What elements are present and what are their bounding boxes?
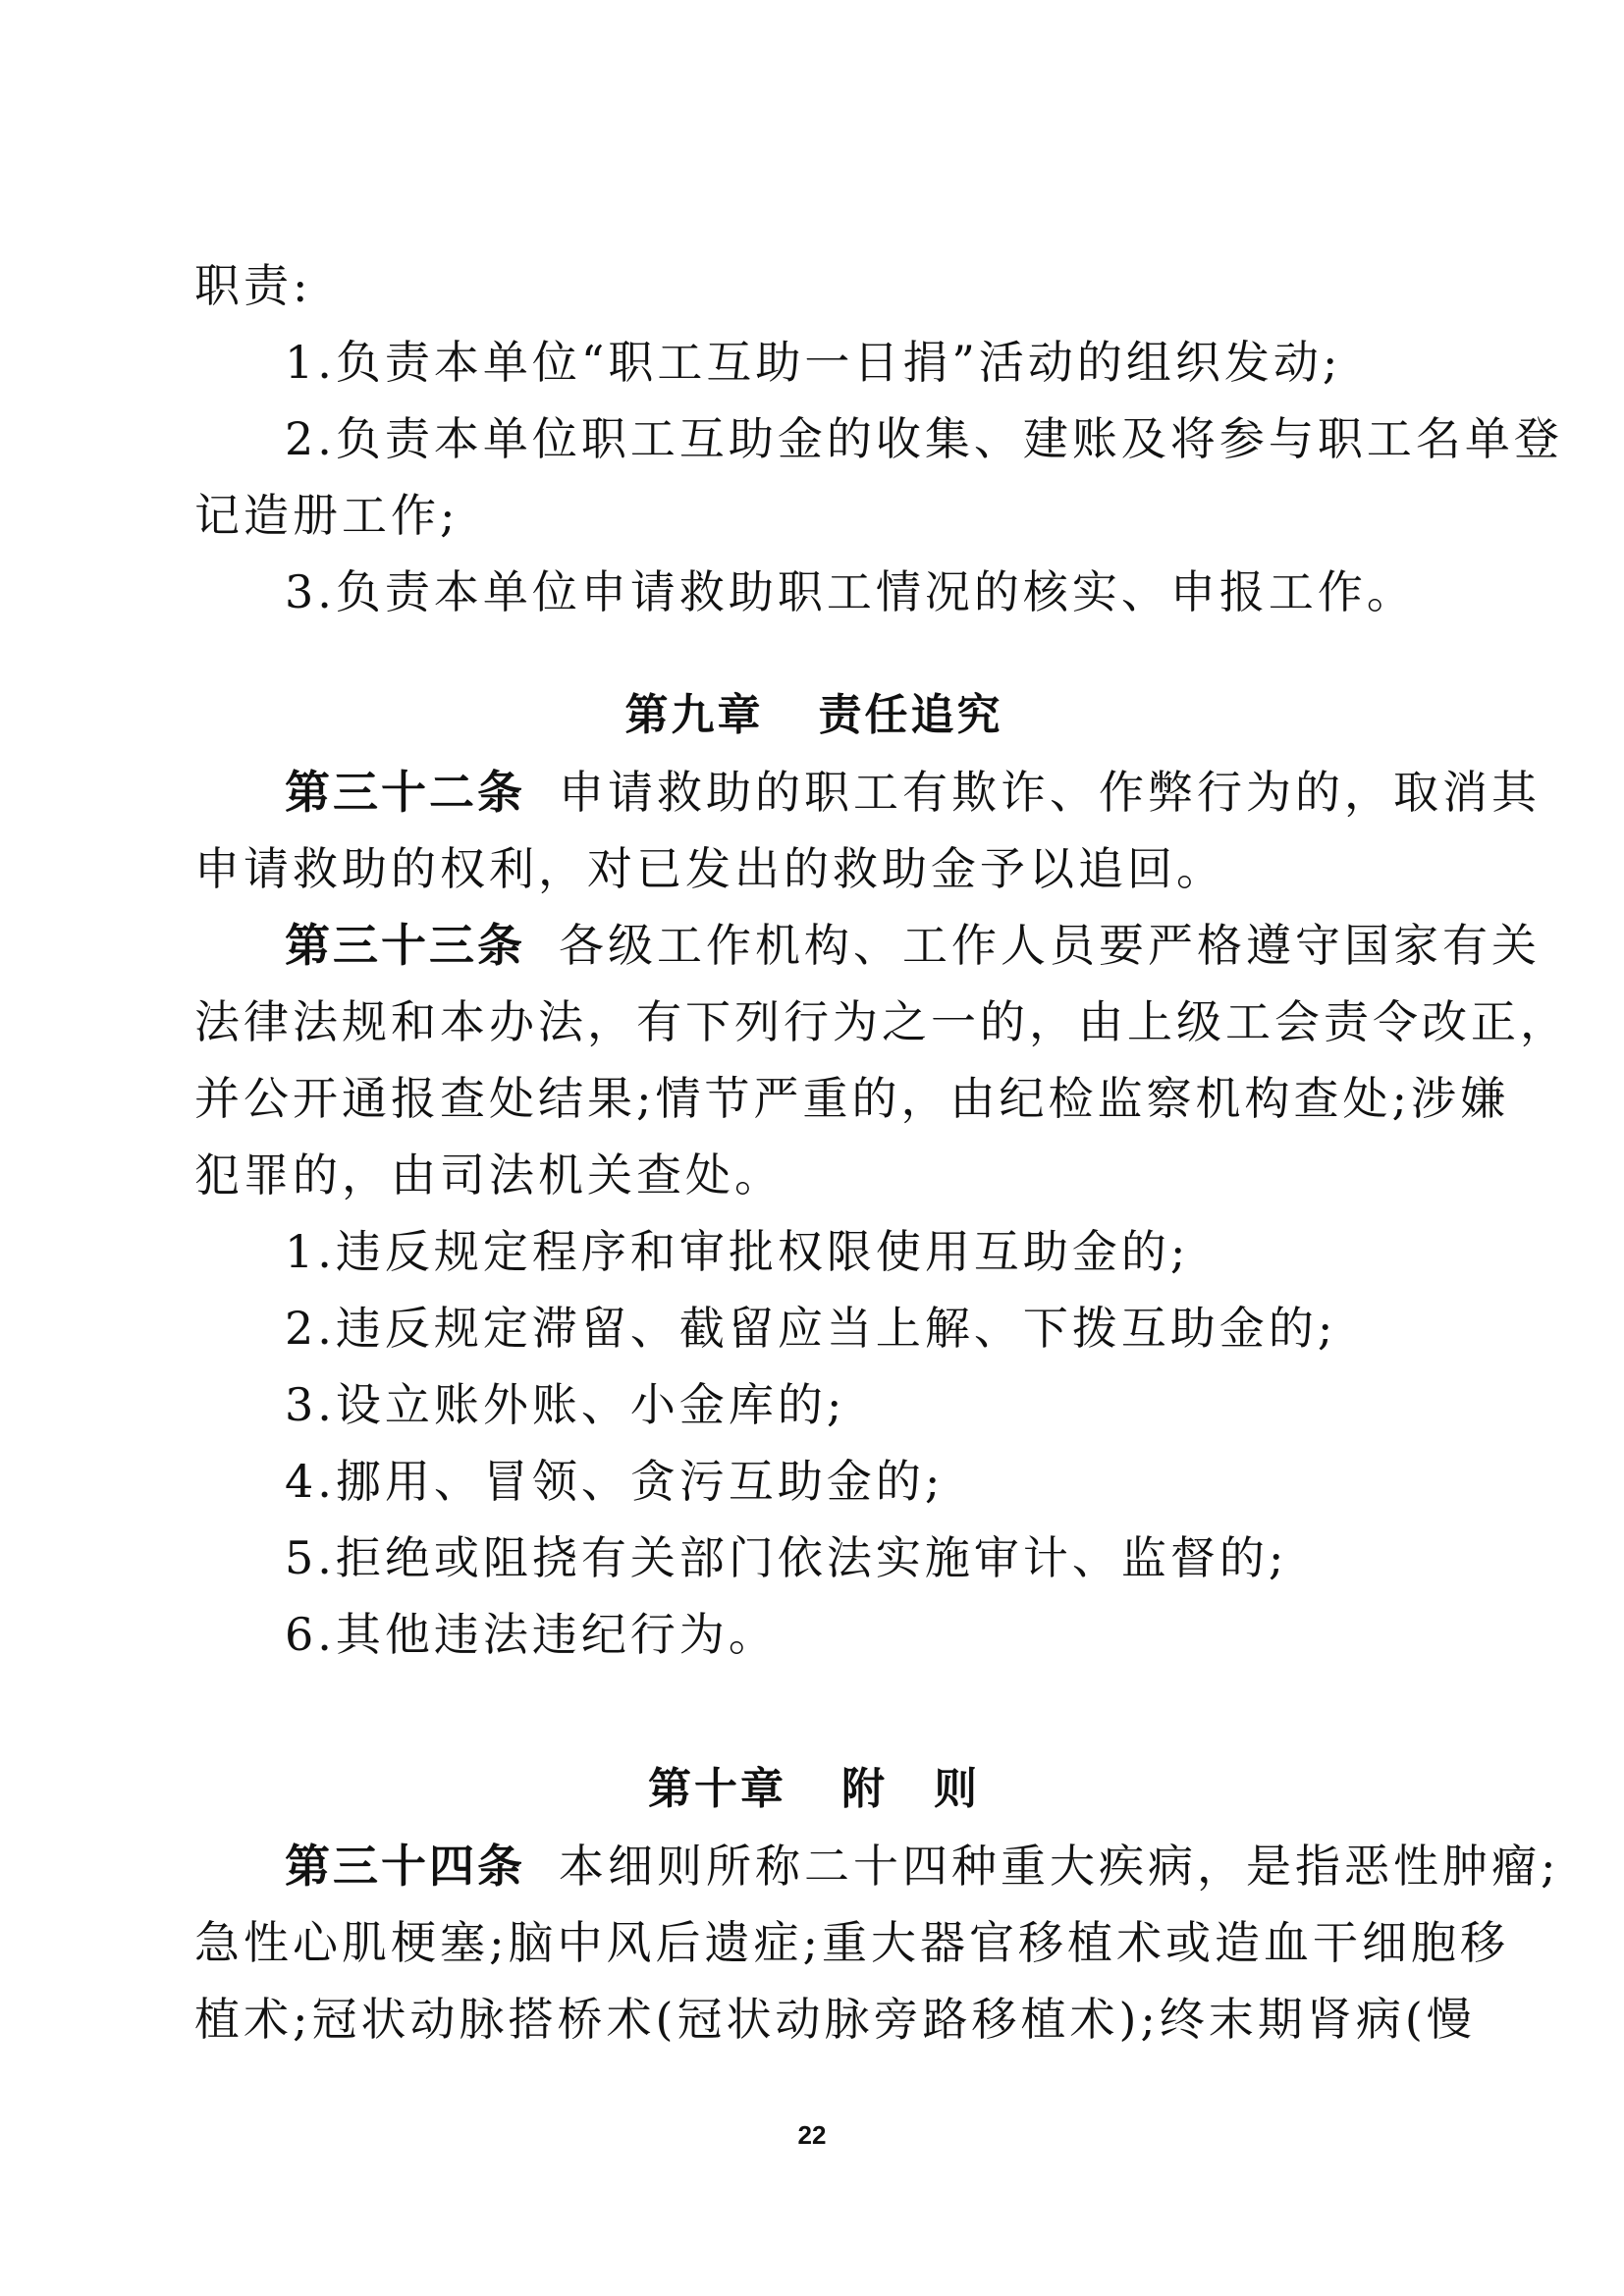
violation-item-3: 3.设立账外账、小金库的;: [285, 1378, 846, 1431]
article-34-line-1: [194, 1828, 1560, 1904]
duty-item-2: 2.负责本单位职工互助金的收集、建账及将参与职工名单登: [285, 412, 1563, 465]
article-33-label: 第三十三条: [285, 919, 525, 972]
violation-item-2: 2.违反规定滞留、截留应当上解、下拨互助金的;: [285, 1302, 1337, 1355]
article-32-text-1: 申请救助的职工有欺诈、作弊行为的，取消其: [559, 766, 1541, 819]
article-33-line-1: [194, 907, 1541, 984]
chapter-9-number: 第九章: [624, 690, 764, 740]
page-number: 22: [797, 2120, 827, 2150]
chapter-9-title: 责任追究: [818, 690, 1003, 740]
document-page: [194, 247, 1569, 2057]
duty-item-1: 1.负责本单位“职工互助一日捐”活动的组织发动;: [285, 336, 1342, 389]
article-33-line-2: 法律法规和本办法，有下列行为之一的，由上级工会责令改正，: [194, 995, 1569, 1048]
chapter-10-heading: [194, 1751, 1434, 1828]
chapter-10-title: 附 则: [841, 1764, 980, 1814]
chapter-9-heading: [194, 677, 1434, 754]
article-34-line-2: 急性心肌梗塞;脑中风后遗症;重大器官移植术或造血干细胞移: [194, 1916, 1509, 1969]
chapter-10-number: 第十章: [648, 1764, 786, 1814]
duty-item-2-continued: 记造册工作;: [194, 489, 460, 542]
violation-item-1: 1.违反规定程序和审批权限使用互助金的;: [285, 1225, 1190, 1278]
violation-item-6: 6.其他违法违纪行为。: [285, 1608, 778, 1661]
article-34-text-1: 本细则所称二十四种重大疾病，是指恶性肿瘤;: [559, 1840, 1560, 1893]
duty-item-3: 3.负责本单位申请救助职工情况的核实、申报工作。: [285, 565, 1416, 618]
article-32-label: 第三十二条: [285, 766, 525, 819]
article-34-label: 第三十四条: [285, 1840, 525, 1893]
violation-item-4: 4.挪用、冒领、贪污互助金的;: [285, 1455, 945, 1508]
article-32-line-1: [194, 754, 1541, 830]
article-32-line-2: 申请救助的权利，对已发出的救助金予以追回。: [194, 842, 1225, 895]
article-33-line-4: 犯罪的，由司法机关查处。: [194, 1148, 784, 1201]
violation-item-5: 5.拒绝或阻挠有关部门依法实施审计、监督的;: [285, 1531, 1288, 1584]
duties-heading: 职责:: [194, 259, 312, 312]
article-33-line-3: 并公开通报查处结果;情节严重的，由纪检监察机构查处;涉嫌: [194, 1072, 1509, 1125]
article-34-line-3: 植术;冠状动脉搭桥术(冠状动脉旁路移植术);终末期肾病(慢: [194, 1993, 1476, 2046]
article-33-text-1: 各级工作机构、工作人员要严格遵守国家有关: [559, 919, 1541, 972]
